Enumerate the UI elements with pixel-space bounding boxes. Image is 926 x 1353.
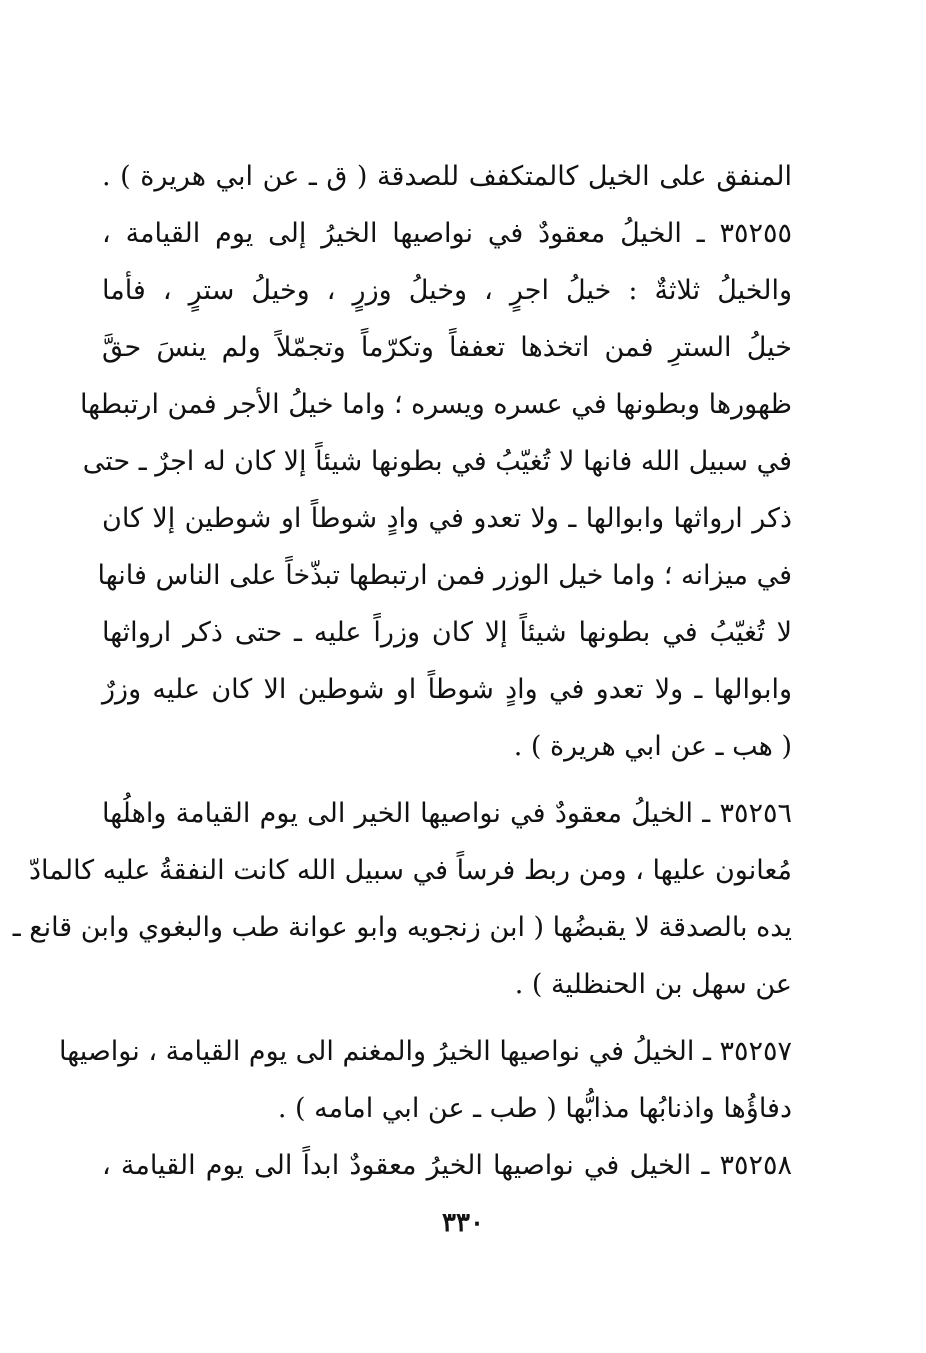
text-line: ( هب ـ عن ابي هريرة ) . — [513, 731, 792, 762]
text-line: عن سهل بن الحنظلية ) . — [514, 969, 792, 1000]
paragraph-gap — [102, 775, 792, 785]
paragraph-gap — [102, 1013, 792, 1023]
text-line: ٣٥٢٥٨ ـ الخيل في نواصيها الخيرُ معقودٌ ابداً الى يوم القيامة ، — [102, 1150, 792, 1181]
text-line: لا تُغيّبُ في بطونها شيئاً إلا كان وزراً عليه ـ حتى ذكر ارواثها — [102, 617, 792, 648]
text-line: ٣٥٢٥٧ ـ الخيلُ في نواصيها الخيرُ والمغنم الى يوم القيامة ، نواصيها — [59, 1036, 792, 1067]
text-line: ذكر ارواثها وابوالها ـ ولا تعدو في وادٍ شوطاً او شوطين إلا كان — [102, 503, 792, 534]
text-line: مُعانون عليها ، ومن ربط فرساً في سبيل الله كانت النفقةُ عليه كالمادّ — [28, 855, 792, 886]
text-line: خيلُ السترِ فمن اتخذها تعففاً وتكرّماً وتجمّلاً ولم ينسَ حقَّ — [102, 332, 792, 363]
text-line: يده بالصدقة لا يقبضُها ( ابن زنجويه وابو عوانة طب والبغوي وابن قانع ـ — [12, 912, 792, 943]
hadith-text-body — [12, 148, 792, 1194]
page-number: ٣٣٠ — [442, 1208, 484, 1238]
text-line: وابوالها ـ ولا تعدو في وادٍ شوطاً او شوطين الا كان عليه وزرٌ — [102, 674, 792, 705]
text-line: في سبيل الله فانها لا تُغيّبُ في بطونها شيئاً إلا كان له اجرٌ ـ حتى — [82, 446, 792, 477]
text-line: ظهورها وبطونها في عسره ويسره ؛ واما خيلُ الأجر فمن ارتبطها — [79, 389, 792, 420]
text-line: في ميزانه ؛ واما خيل الوزر فمن ارتبطها تبذّخاً على الناس فانها — [97, 560, 792, 591]
text-line: ٣٥٢٥٥ ـ الخيلُ معقودٌ في نواصيها الخيرُ إلى يوم القيامة ، — [102, 218, 792, 249]
text-line: والخيلُ ثلاثةٌ : خيلُ اجرٍ ، وخيلُ وزرٍ ، وخيلُ سترٍ ، فأما — [102, 275, 792, 306]
text-line: دفاؤُها واذنابُها مذابُّها ( طب ـ عن ابي امامه ) . — [277, 1093, 792, 1124]
text-line: ٣٥٢٥٦ ـ الخيلُ معقودٌ في نواصيها الخير الى يوم القيامة واهلُها — [102, 798, 792, 829]
text-line: المنفق على الخيل كالمتكفف للصدقة ( ق ـ عن ابي هريرة ) . — [102, 161, 792, 192]
